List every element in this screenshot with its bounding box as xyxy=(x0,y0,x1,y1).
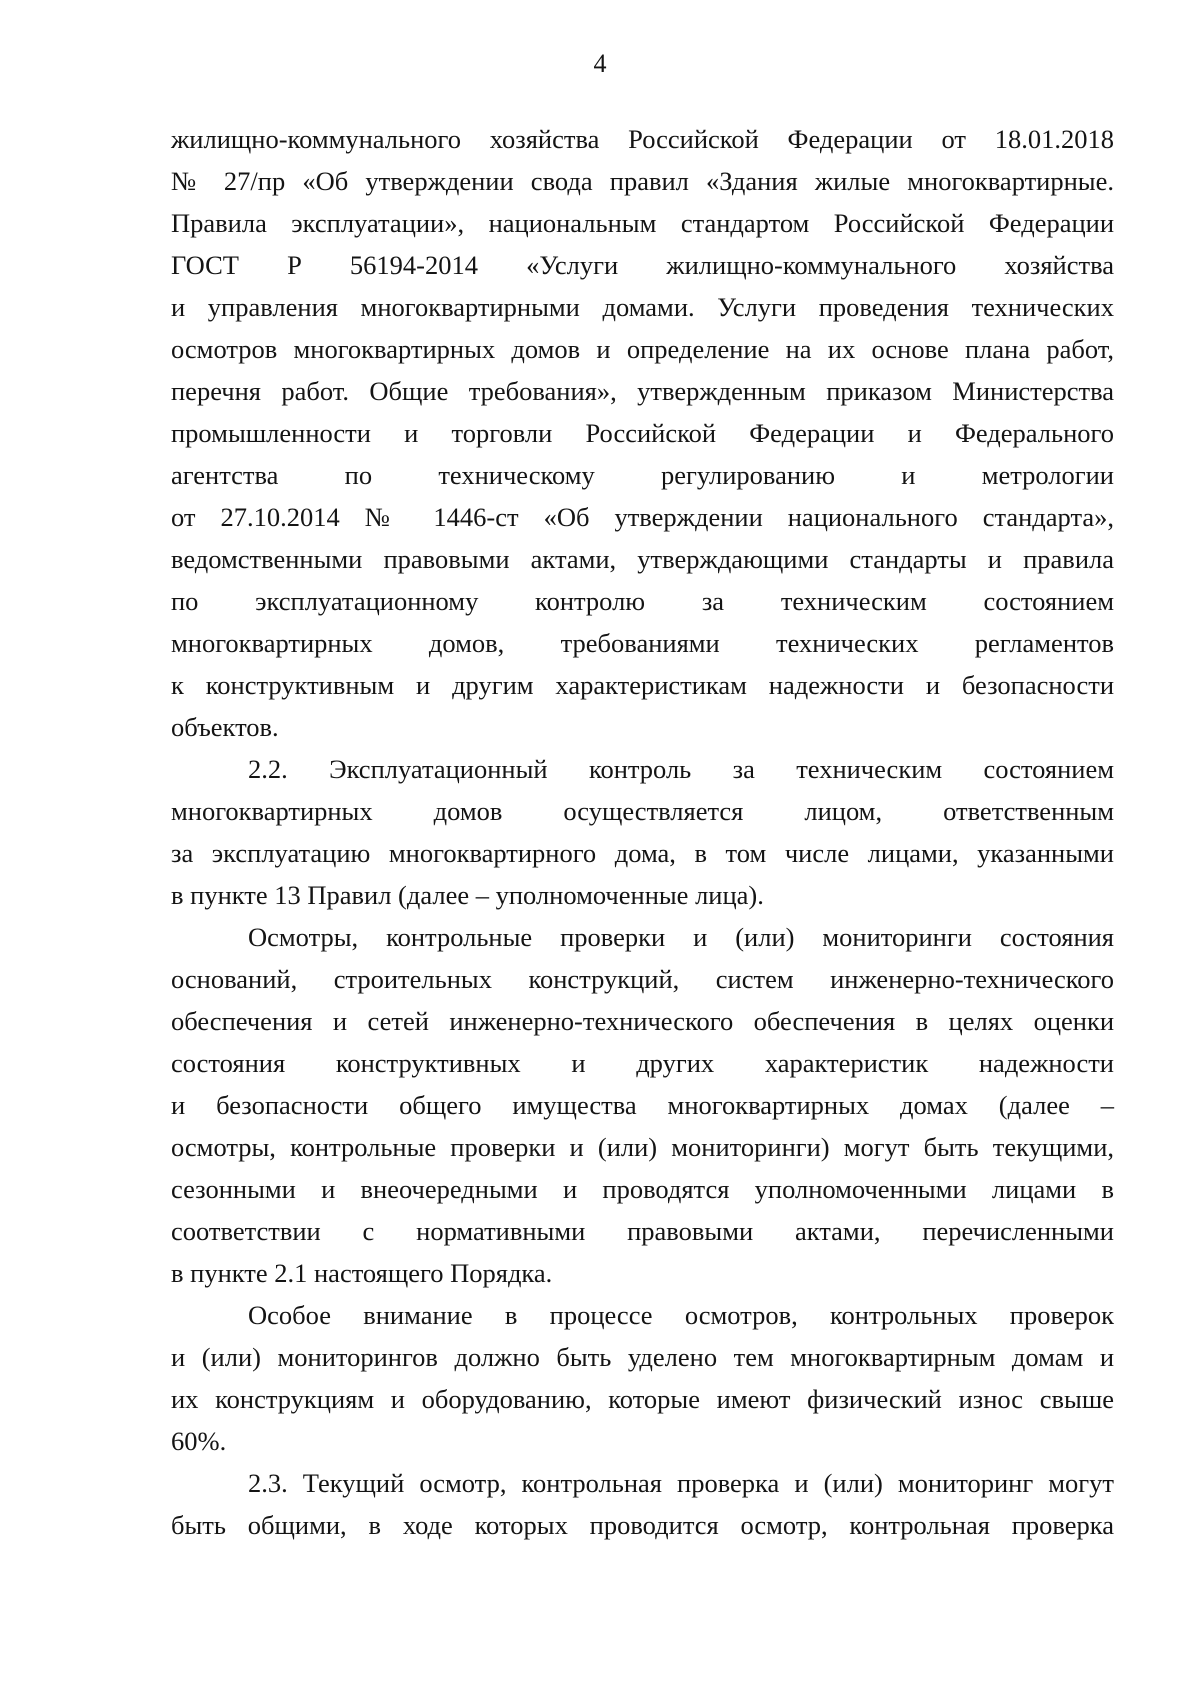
text-line: быть общими, в ходе которых проводится осмотр, контрольная проверка xyxy=(171,1510,1114,1540)
text-line: по эксплуатационному контролю за техническим состоянием xyxy=(171,586,1114,616)
text-line: и управления многоквартирными домами. Услуги проведения технических xyxy=(171,292,1114,322)
text-line: ведомственными правовыми актами, утверждающими стандарты и правила xyxy=(171,544,1114,574)
text-line: соответствии с нормативными правовыми актами, перечисленными xyxy=(171,1216,1114,1246)
text-line: обеспечения и сетей инженерно-технического обеспечения в целях оценки xyxy=(171,1006,1114,1036)
text-line: осмотров многоквартирных домов и определение на их основе плана работ, xyxy=(171,334,1114,364)
text-line: за эксплуатацию многоквартирного дома, в том числе лицами, указанными xyxy=(171,838,1114,868)
text-line: 2.3. Текущий осмотр, контрольная проверка и (или) мониторинг могут xyxy=(248,1468,1114,1498)
text-line: оснований, строительных конструкций, систем инженерно-технического xyxy=(171,964,1114,994)
text-line: и безопасности общего имущества многоквартирных домах (далее – xyxy=(171,1090,1114,1120)
text-line: перечня работ. Общие требования», утвержденным приказом Министерства xyxy=(171,376,1114,406)
text-line: 60%. xyxy=(171,1426,227,1456)
text-line: агентства по техническому регулированию и метрологии xyxy=(171,460,1114,490)
text-line: многоквартирных домов осуществляется лицом, ответственным xyxy=(171,796,1114,826)
text-line: Особое внимание в процессе осмотров, контрольных проверок xyxy=(248,1300,1114,1330)
text-line: объектов. xyxy=(171,712,279,742)
text-line: жилищно-коммунального хозяйства Российской Федерации от 18.01.2018 xyxy=(171,124,1114,154)
text-line: состояния конструктивных и других характеристик надежности xyxy=(171,1048,1114,1078)
text-line: многоквартирных домов, требованиями технических регламентов xyxy=(171,628,1114,658)
text-line: 2.2. Эксплуатационный контроль за техническим состоянием xyxy=(248,754,1114,784)
text-line: от 27.10.2014 № 1446-ст «Об утверждении национального стандарта», xyxy=(171,502,1114,532)
text-line: и (или) мониторингов должно быть уделено тем многоквартирным домам и xyxy=(171,1342,1114,1372)
text-line: к конструктивным и другим характеристикам надежности и безопасности xyxy=(171,670,1114,700)
text-line: ГОСТ Р 56194-2014 «Услуги жилищно-коммунального хозяйства xyxy=(171,250,1114,280)
document-body xyxy=(171,118,1114,1546)
page-number: 4 xyxy=(593,49,607,78)
text-line: сезонными и внеочередными и проводятся уполномоченными лицами в xyxy=(171,1174,1114,1204)
text-line: Правила эксплуатации», национальным стандартом Российской Федерации xyxy=(171,208,1114,238)
text-line: их конструкциям и оборудованию, которые имеют физический износ свыше xyxy=(171,1384,1114,1414)
text-line: промышленности и торговли Российской Федерации и Федерального xyxy=(171,418,1114,448)
text-line: осмотры, контрольные проверки и (или) мониторинги) могут быть текущими, xyxy=(171,1132,1114,1162)
text-line: Осмотры, контрольные проверки и (или) мониторинги состояния xyxy=(248,922,1114,952)
text-line: в пункте 2.1 настоящего Порядка. xyxy=(171,1258,553,1288)
text-line: № 27/пр «Об утверждении свода правил «Здания жилые многоквартирные. xyxy=(171,166,1114,196)
text-line: в пункте 13 Правил (далее – уполномоченные лица). xyxy=(171,880,764,910)
